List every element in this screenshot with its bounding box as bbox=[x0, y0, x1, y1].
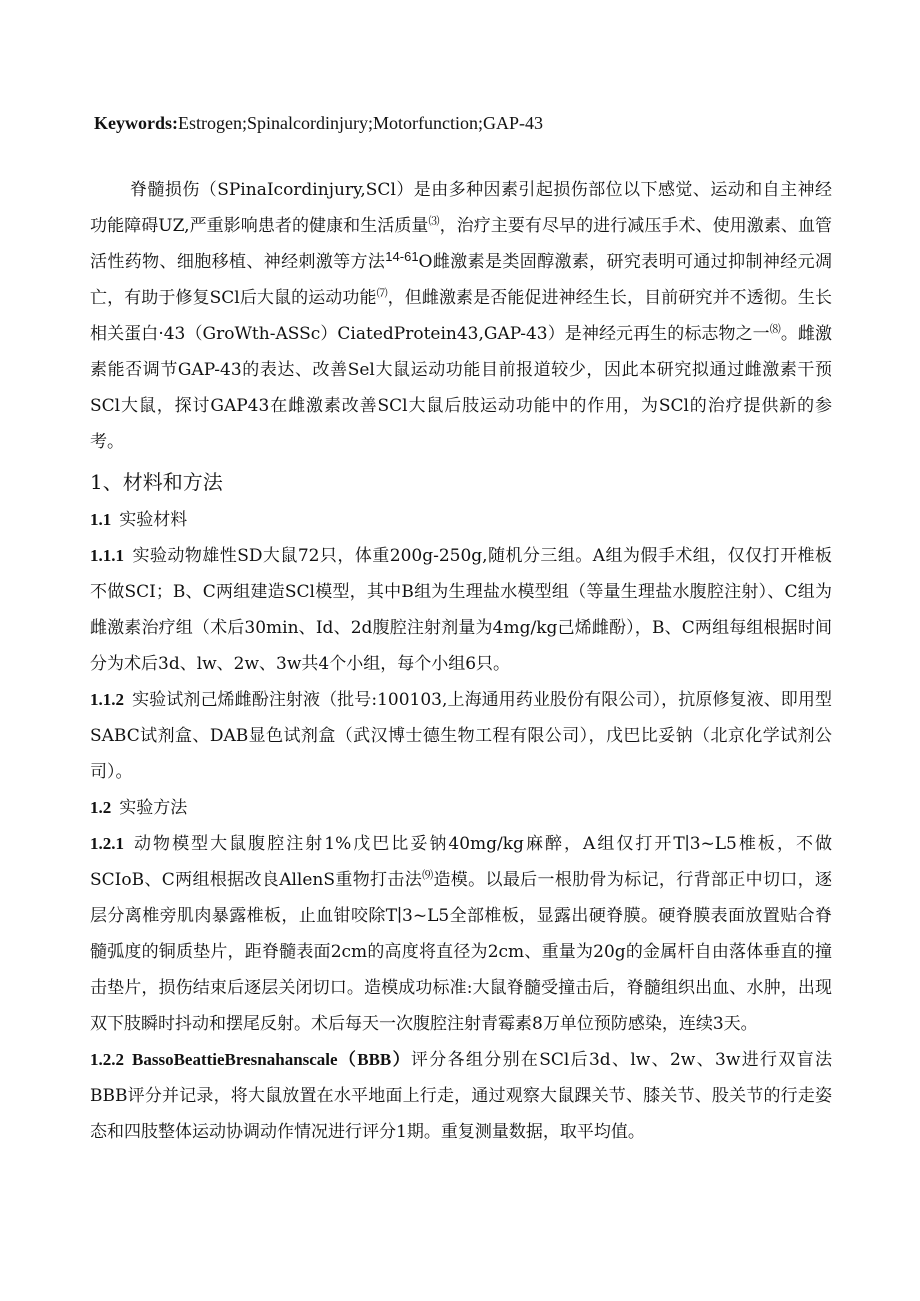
keywords-text: Estrogen;Spinalcordinjury;Motorfunction;GAP-43 bbox=[178, 113, 543, 133]
section-1-2-1-number: 1.2.1 bbox=[90, 834, 124, 853]
section-1-1-2-text: 实验试剂己烯雌酚注射液（批号:100103,上海通用药业股份有限公司），抗原修复液、即用型SABC试剂盒、DAB显色试剂盒（武汉博士德生物工程有限公司），戊巴比妥钠（北京化学试剂公司）。 bbox=[90, 690, 832, 782]
section-1-1-heading bbox=[90, 502, 832, 538]
section-1-1-1-number: 1.1.1 bbox=[90, 546, 124, 565]
section-1-1-2-number: 1.1.2 bbox=[90, 690, 124, 709]
section-1-2-2-text: 评分各组分别在SCl后3d、lw、2w、3w进行双盲法BBB评分并记录，将大鼠放置在水平地面上行走，通过观察大鼠踝关节、膝关节、股关节的行走姿态和四肢整体运动协调动作情况进行评分1期。重复测量数据，取平均值。 bbox=[90, 1050, 833, 1142]
section-1-1-1-paragraph bbox=[90, 538, 832, 682]
citation-3: ⑶ bbox=[428, 214, 440, 228]
section-1-title: 1、材料和方法 bbox=[90, 470, 223, 494]
section-1-2-number: 1.2 bbox=[90, 798, 112, 817]
section-1-2-heading bbox=[90, 790, 832, 826]
section-1-1-1-text: 实验动物雄性SD大鼠72只，体重200g-250g,随机分三组。A组为假手术组，仅仅打开椎板不做SCI；B、C两组建造SCl模型，其中B组为生理盐水模型组（等量生理盐水腹腔注射）、C组为雌激素治疗组（术后30min、Id、2d腹腔注射剂量为4mg∕kg己烯雌酚），B、C两组每组根据时间分为术后3d、lw、2w、3w共4个小组，每个小组6只。 bbox=[90, 546, 832, 674]
citation-14-61: 14-61 bbox=[385, 249, 419, 264]
section-1-1-title: 实验材料 bbox=[119, 510, 188, 530]
citation-8: ⑻ bbox=[769, 322, 781, 336]
section-1-2-title: 实验方法 bbox=[119, 798, 188, 818]
section-1-2-2-title: BassoBeattieBresnahanscale（BBB） bbox=[132, 1050, 411, 1069]
intro-text-4: ，但雌激素是否能促进神经生长，目前研究并不透彻。生长相关蛋白·43（GroWth-ASSc）CiatedProtein43,GAP-43）是神经元再生的标志物之一 bbox=[90, 288, 832, 344]
section-1-2-2-paragraph bbox=[90, 1042, 832, 1150]
section-1-2-2-number: 1.2.2 bbox=[90, 1050, 124, 1069]
body-text bbox=[90, 172, 832, 1150]
keywords-line bbox=[94, 110, 854, 136]
keywords-label: Keywords: bbox=[94, 113, 178, 133]
citation-9: ⑼ bbox=[422, 868, 434, 882]
citation-7: ⑺ bbox=[376, 286, 388, 300]
section-1-1-2-paragraph bbox=[90, 682, 832, 790]
intro-text-5: 。雌激素能否调节GAP-43的表达、改善Sel大鼠运动功能目前报道较少，因此本研究拟通过雌激素干预SCl大鼠，探讨GAP43在雌激素改善SCl大鼠后肢运动功能中的作用，为SCl的治疗提供新的参考。 bbox=[90, 324, 833, 452]
section-1-2-1-text-a: 动物模型大鼠腹腔注射1%戊巴比妥钠40mg∕kg麻醉，A组仅打开T∣3~L5椎板，不做SCIoB、C两组根据改良AllenS重物打击法 bbox=[90, 834, 832, 890]
intro-text-3: O雌激素是类固醇激素，研究表明可通过抑制神经元凋亡，有助于修复SCl后大鼠的运动功能 bbox=[90, 252, 833, 308]
section-1-2-1-paragraph bbox=[90, 826, 832, 1042]
intro-paragraph bbox=[90, 172, 832, 460]
intro-text-1: 脊髓损伤（SPinaIcordinjury,SCl）是由多种因素引起损伤部位以下感觉、运动和自主神经功能障碍UZ,严重影响患者的健康和生活质量 bbox=[90, 180, 832, 236]
section-1-2-1-text-b: 造模。以最后一根肋骨为标记，行背部正中切口，逐层分离椎旁肌肉暴露椎板，止血钳咬除T∣3~L5全部椎板，显露出硬脊膜。硬脊膜表面放置贴合脊髓弧度的铜质垫片，距脊髓表面2cm的高度将直径为2cm、重量为20g的金属杆自由落体垂直的撞击垫片，损伤结束后逐层关闭切口。造模成功标准:大鼠脊髓受撞击后，脊髓组织出血、水肿，出现双下肢瞬时抖动和摆尾反射。术后每天一次腹腔注射青霉素8万单位预防感染，连续3天。 bbox=[90, 870, 833, 1034]
intro-text-2: ，治疗主要有尽早的进行减压手术、使用激素、血管活性药物、细胞移植、神经刺激等方法 bbox=[90, 216, 833, 272]
section-1-1-number: 1.1 bbox=[90, 510, 112, 529]
